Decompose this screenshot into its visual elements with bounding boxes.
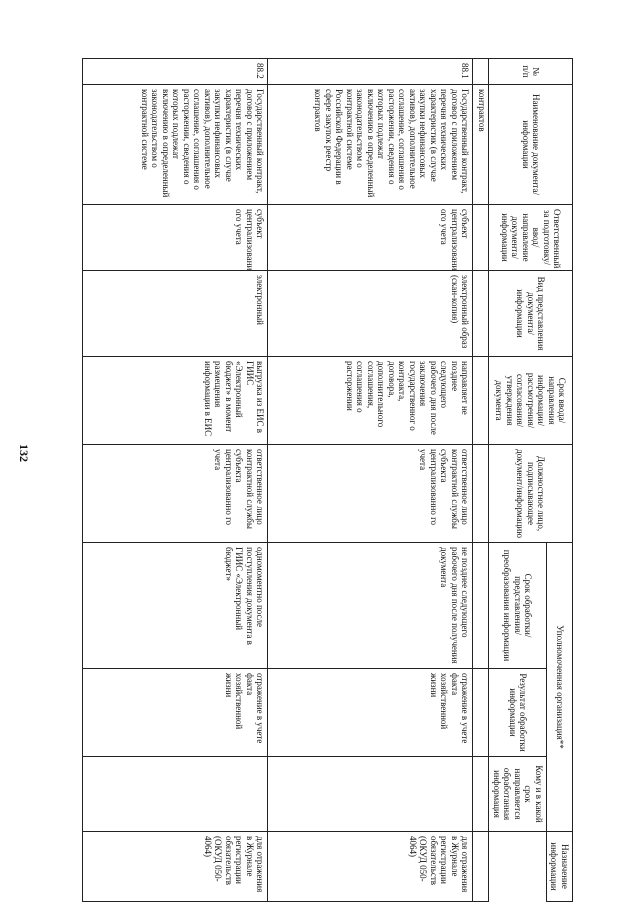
row-deadline: направляет не позднее следующего рабочего дня после заключения государственног о контракта, договора, дополнительного соглашения, соглашения о расторжении	[268, 357, 473, 445]
header-purpose: Назначение информации	[547, 832, 573, 902]
row-purpose: для отражения в Журнале регистрации обязательств (ОКУД 050-4064)	[268, 832, 473, 902]
header-responsible: Ответственный за подготовку/ввод/направление документа/информации	[489, 205, 573, 271]
row-name: Государственный контракт, договор с приложением перечня технических характеристик (в случае закупки нефинансовых активов), дополнительное соглашение, соглашения о расторжении, сведения о которых подлежат включению в определенный законодательством о контрактной системе	[83, 85, 268, 205]
row-auth-result: отражение в учете факта хозяйственной жизни	[268, 669, 473, 757]
table-header-row	[547, 59, 573, 902]
page-number: 132	[17, 444, 31, 462]
row-num: 88.1	[268, 59, 473, 85]
row-purpose: для отражения в Журнале регистрации обязательств (ОКУД 050-4064)	[83, 832, 268, 902]
row-view: электронный образ (скан-копия)	[268, 271, 473, 357]
header-purpose-to-whom: Кому и в какой срок направляется обработанная информация	[489, 757, 547, 832]
header-auth-deadline: Срок обработки/представления/преобразования информации	[489, 543, 547, 669]
row-auth-deadline: не позднее следующего рабочего дня после получения документа	[268, 543, 473, 669]
row-view: электронный	[83, 271, 268, 357]
document-table	[83, 58, 574, 902]
rotated-table-wrapper	[67, 58, 573, 901]
header-deadline: Срок ввода/направления информации/рассмотрения/согласования/утверждения документа	[489, 357, 573, 445]
header-auth-result: Результат обработки информации	[489, 669, 547, 757]
table-row	[268, 59, 473, 902]
row-official: ответственное лицо контрактной службы субъекта централизованно го учета	[83, 445, 268, 543]
table-row-continuation	[473, 59, 489, 902]
header-num: № п/п	[489, 59, 573, 85]
table-row	[83, 59, 268, 902]
row-name: Государственный контракт, договор с приложением перечня технических характеристик (в случае закупки нефинансовых активов), дополнительное соглашение, соглашения о расторжении, сведения о которых подлежат включению в определенный законодательством о контрактной системе Российской Федерации в сфере закупок реестр контрактов	[268, 85, 473, 205]
header-official: Должностное лицо, подписывающее документ/информацию	[489, 445, 573, 543]
row-auth-result: отражение в учете факта хозяйственной жизни	[83, 669, 268, 757]
row-auth-deadline: одномоментно после поступления документа в ГИИС «Электронный бюджет»	[83, 543, 268, 669]
header-authorized-org: Уполномоченная организация**	[547, 543, 573, 832]
row-deadline: выгрузка из ЕИС в ГИИС «Электронный бюджет» в момент размещения информации в ЕИС	[83, 357, 268, 445]
row-responsible: субъект централизовани ого учета	[83, 205, 268, 271]
row-responsible: субъект централизовани ого учета	[268, 205, 473, 271]
row-official: ответственное лицо контрактной службы субъекта централизованно го учета	[268, 445, 473, 543]
header-name: Наименование документа/информации	[489, 85, 573, 205]
continuation-name: контрактов	[473, 85, 489, 205]
header-view: Вид представления документа/информации	[489, 271, 573, 357]
row-num: 88.2	[83, 59, 268, 85]
